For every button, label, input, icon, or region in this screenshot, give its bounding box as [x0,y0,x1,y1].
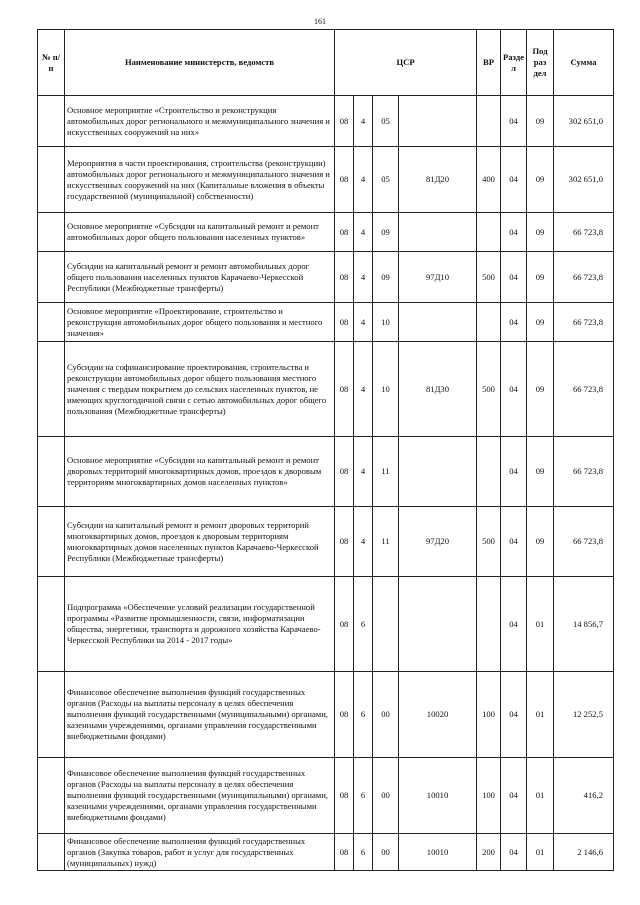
row-sum: 66 723,8 [554,342,614,437]
row-name: Основное мероприятие «Субсидии на капитальный ремонт и ремонт автомобильных дорог общего пользования населенных пунктов» [65,213,335,252]
row-razdel: 04 [501,342,527,437]
row-csr-subprogram: 4 [354,303,373,342]
row-sum: 302 651,0 [554,147,614,213]
row-vr: 400 [477,147,501,213]
row-csr-subprogram: 4 [354,96,373,147]
row-podrazdel: 09 [527,342,554,437]
row-num [38,213,65,252]
row-razdel: 04 [501,577,527,672]
header-csr: ЦСР [335,30,477,96]
table-header-row [38,30,614,96]
row-sum: 66 723,8 [554,303,614,342]
row-csr-event: 11 [373,507,399,577]
row-vr: 500 [477,252,501,303]
row-sum: 14 856,7 [554,577,614,672]
row-csr-event: 00 [373,672,399,758]
row-csr-program: 08 [335,672,354,758]
row-csr-program: 08 [335,213,354,252]
table-row [38,213,614,252]
row-name: Субсидии на софинансирование проектирования, строительства и реконструкции автомобильных дорог общего пользования местного значения с твердым покрытием до сельских населенных пунктов, не имеющих круглогодичной связи с сетью автомобильных дорог общего пользования (Межбюджетные трансферты) [65,342,335,437]
row-csr-event [373,577,399,672]
row-num [38,437,65,507]
row-vr: 500 [477,507,501,577]
row-podrazdel: 01 [527,758,554,834]
header-podrazdel: Под раз дел [527,30,554,96]
row-csr-program: 08 [335,303,354,342]
row-razdel: 04 [501,303,527,342]
row-num [38,672,65,758]
row-csr-direction: 10010 [399,834,477,871]
row-csr-subprogram: 4 [354,342,373,437]
row-num [38,507,65,577]
row-podrazdel: 01 [527,672,554,758]
row-podrazdel: 09 [527,252,554,303]
row-csr-program: 08 [335,96,354,147]
header-razdel: Разде л [501,30,527,96]
row-podrazdel: 01 [527,834,554,871]
table-row [38,834,614,871]
header-name: Наименование министерств, ведомств [65,30,335,96]
row-podrazdel: 01 [527,577,554,672]
row-csr-program: 08 [335,342,354,437]
row-csr-direction [399,213,477,252]
row-podrazdel: 09 [527,303,554,342]
table-row [38,252,614,303]
row-sum: 2 146,6 [554,834,614,871]
row-razdel: 04 [501,672,527,758]
row-csr-program: 08 [335,147,354,213]
row-podrazdel: 09 [527,96,554,147]
table-row [38,303,614,342]
row-csr-event: 09 [373,252,399,303]
row-csr-event: 09 [373,213,399,252]
budget-table [37,29,614,871]
row-razdel: 04 [501,96,527,147]
row-csr-subprogram: 6 [354,834,373,871]
row-num [38,834,65,871]
row-csr-subprogram: 4 [354,507,373,577]
row-csr-direction: 97Д10 [399,252,477,303]
row-csr-event: 00 [373,834,399,871]
row-name: Основное мероприятие «Строительство и реконструкция автомобильных дорог регионального и межмуниципального значения и искусственных сооружений на них» [65,96,335,147]
row-podrazdel: 09 [527,507,554,577]
row-csr-subprogram: 6 [354,672,373,758]
row-vr [477,437,501,507]
row-csr-program: 08 [335,437,354,507]
row-csr-program: 08 [335,758,354,834]
table-row [38,577,614,672]
row-name: Субсидии на капитальный ремонт и ремонт автомобильных дорог общего пользования населенных пунктов Карачаево-Черкесской Республики (Межбюджетные трансферты) [65,252,335,303]
row-name: Субсидии на капитальный ремонт и ремонт дворовых территорий многоквартирных домов, проездов к дворовым территориям многоквартирных домов населенных пунктов Карачаево-Черкесской Республики (Межбюджетные трансферты) [65,507,335,577]
row-num [38,147,65,213]
row-razdel: 04 [501,437,527,507]
row-sum: 416,2 [554,758,614,834]
row-razdel: 04 [501,147,527,213]
row-razdel: 04 [501,834,527,871]
row-podrazdel: 09 [527,437,554,507]
table-row [38,96,614,147]
row-csr-event: 11 [373,437,399,507]
row-name: Финансовое обеспечение выполнения функций государственных органов (Закупка товаров, работ и услуг для государственных (муниципальных) нужд) [65,834,335,871]
row-csr-subprogram: 4 [354,213,373,252]
row-num [38,342,65,437]
header-num: № п/п [38,30,65,96]
row-vr [477,96,501,147]
row-csr-direction [399,96,477,147]
row-csr-subprogram: 6 [354,758,373,834]
row-csr-event: 05 [373,96,399,147]
row-name: Подпрограмма «Обеспечение условий реализации государственной программы «Развитие промышленности, связи, информатизации общества, энергетики, транспорта и дорожного хозяйства Карачаево-Черкесской Республики на 2014 - 2017 годы» [65,577,335,672]
row-vr: 200 [477,834,501,871]
row-razdel: 04 [501,213,527,252]
row-csr-direction: 10020 [399,672,477,758]
row-csr-program: 08 [335,577,354,672]
row-razdel: 04 [501,252,527,303]
row-vr: 100 [477,672,501,758]
row-csr-event: 10 [373,342,399,437]
row-csr-subprogram: 6 [354,577,373,672]
row-razdel: 04 [501,758,527,834]
row-csr-subprogram: 4 [354,147,373,213]
row-csr-program: 08 [335,834,354,871]
row-sum: 66 723,8 [554,437,614,507]
row-num [38,577,65,672]
row-vr: 100 [477,758,501,834]
table-row [38,507,614,577]
row-csr-direction: 10010 [399,758,477,834]
row-sum: 66 723,8 [554,213,614,252]
row-num [38,252,65,303]
row-sum: 66 723,8 [554,252,614,303]
table-row [38,437,614,507]
header-summa: Сумма [554,30,614,96]
row-podrazdel: 09 [527,147,554,213]
row-name: Основное мероприятие «Субсидии на капитальный ремонт и ремонт дворовых территорий многоквартирных домов, проездов к дворовым территориям многоквартирных домов населенных пунктов» [65,437,335,507]
row-vr [477,577,501,672]
table-row [38,758,614,834]
row-csr-program: 08 [335,252,354,303]
row-csr-subprogram: 4 [354,252,373,303]
table-row [38,147,614,213]
header-vr: ВР [477,30,501,96]
row-csr-direction [399,437,477,507]
row-csr-direction: 97Д20 [399,507,477,577]
row-name: Основное мероприятие «Проектирование, строительство и реконструкция автомобильных дорог общего пользования и местного значения» [65,303,335,342]
row-csr-event: 00 [373,758,399,834]
row-csr-direction [399,577,477,672]
page-number: 161 [314,17,326,26]
table-row [38,342,614,437]
row-csr-program: 08 [335,507,354,577]
row-sum: 12 252,5 [554,672,614,758]
row-sum: 66 723,8 [554,507,614,577]
row-name: Мероприятия в части проектирования, строительства (реконструкции) автомобильных дорог регионального и межмуниципального значения и искусственных сооружений на них (Капитальные вложения в объекты государственной (муниципальной) собственности) [65,147,335,213]
row-csr-event: 10 [373,303,399,342]
row-num [38,303,65,342]
row-csr-direction: 81Д30 [399,342,477,437]
row-vr: 500 [477,342,501,437]
row-sum: 302 651,0 [554,96,614,147]
row-csr-direction [399,303,477,342]
row-razdel: 04 [501,507,527,577]
row-vr [477,213,501,252]
row-csr-subprogram: 4 [354,437,373,507]
row-vr [477,303,501,342]
row-name: Финансовое обеспечение выполнения функций государственных органов (Расходы на выплаты персоналу в целях обеспечения выполнения функций государственными (муниципальными) органами, казенными учреждениями, органами управления государственными внебюджетными фондами) [65,758,335,834]
row-name: Финансовое обеспечение выполнения функций государственных органов (Расходы на выплаты персоналу в целях обеспечения выполнения функций государственными (муниципальными) органами, казенными учреждениями, органами управления государственными внебюджетными фондами) [65,672,335,758]
table-row [38,672,614,758]
row-csr-event: 05 [373,147,399,213]
row-num [38,96,65,147]
row-num [38,758,65,834]
row-csr-direction: 81Д20 [399,147,477,213]
row-podrazdel: 09 [527,213,554,252]
